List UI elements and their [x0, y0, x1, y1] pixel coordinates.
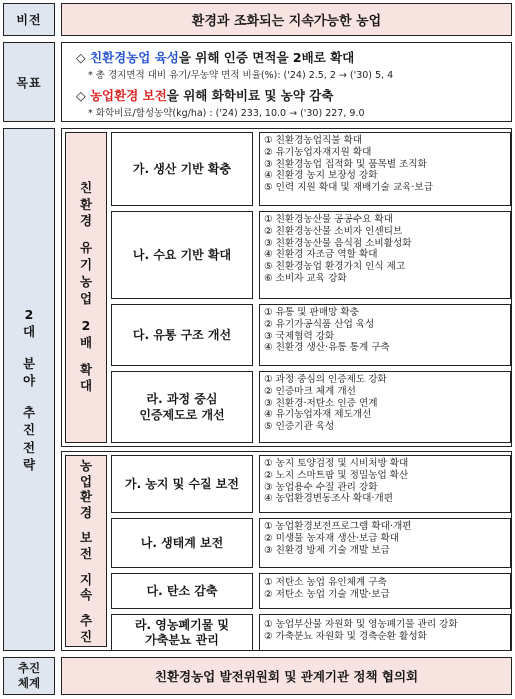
goal-1-text: 을 위해 인증 면적을 2배로 확대	[178, 50, 355, 65]
sub-production-base: 가. 생산 기반 확충	[111, 132, 253, 206]
list-item: ④ 친환경 농지 보장성 강화	[264, 170, 378, 182]
list-item: ④ 유기농업자재 제도개선	[264, 409, 372, 421]
list-item: ① 과정 중심의 인증제도 강화	[264, 374, 387, 385]
list-item: ② 저탄소 농업 기술 개발·보급	[264, 588, 390, 600]
goal-1	[76, 48, 354, 66]
goal-2-text: 을 위해 화학비료 및 농약 감축	[166, 88, 334, 103]
goal-1-note: * 총 경지면적 대비 유기/무농약 면적 비율(%): ('24) 2.5, 2 → ('30) 5, 4	[88, 70, 394, 81]
sub-demand-base: 나. 수요 기반 확대	[111, 211, 253, 299]
strategy-label: 2 대 분 야 추 진 전 략	[3, 128, 55, 651]
sub-farmland-water: 가. 농지 및 수질 보전	[111, 455, 253, 513]
goals-label: 목표	[3, 42, 55, 122]
list-item: ③ 친환경농산물 음식점 소비활성화	[264, 237, 412, 249]
goal-1-highlight: 친환경농업 육성	[89, 50, 179, 65]
items-production-base	[259, 132, 511, 206]
items-ecosystem	[259, 518, 511, 568]
system-text-box	[61, 657, 512, 695]
vision-label: 비전	[3, 3, 55, 36]
list-item: ⑤ 친환경농업 환경가치 인식 제고	[264, 261, 406, 273]
list-item: ① 농지 토양검정 및 시비처방 확대	[264, 458, 409, 469]
sub-carbon: 다. 탄소 감축	[111, 573, 253, 609]
vision-text-box	[61, 3, 512, 36]
items-carbon	[259, 573, 511, 609]
list-item: ② 가축분뇨 자원화 및 경축순환 활성화	[264, 630, 427, 642]
list-item: ② 미생물 농자재 생산·보급 확대	[264, 532, 400, 544]
items-certification	[259, 371, 511, 443]
list-item: ④ 농업환경변동조사 확대·개편	[264, 493, 393, 505]
list-item: ④ 친환경 생산·유통 통계 구축	[264, 342, 390, 354]
list-item: ⑤ 인력 지원 확대 및 재배기술 교육·보급	[264, 182, 433, 194]
list-item: ① 농업부산물 자원화 및 영농폐기물 관리 강화	[264, 619, 458, 630]
items-demand-base	[259, 211, 511, 299]
list-item: ① 친환경농산물 공공수요 확대	[264, 214, 393, 225]
list-item: ② 인증마크 체계 개선	[264, 385, 356, 397]
goal-2	[76, 86, 333, 104]
list-item: ② 유기가공식품 산업 육성	[264, 318, 375, 330]
system-text: 친환경농업 발전위원회 및 관계기관 정책 협의회	[154, 669, 419, 684]
list-item: ④ 친환경 자조금 역할 확대	[264, 249, 378, 261]
sub-waste-manure: 라. 영농폐기물 및 가축분뇨 관리	[111, 614, 253, 651]
sub-ecosystem: 나. 생태계 보전	[111, 518, 253, 568]
list-item: ① 저탄소 농업 유인체계 구축	[264, 577, 387, 588]
diamond-bullet-icon: ◇	[76, 50, 86, 65]
list-item: ③ 친환경 방제 기술 개발 보급	[264, 544, 390, 556]
items-farmland-water	[259, 455, 511, 513]
list-item: ③ 친환경농업 집적화 및 품목별 조직화	[264, 158, 427, 170]
list-item: ① 친환경농업직불 확대	[264, 135, 363, 146]
sub-distribution: 다. 유통 구조 개선	[111, 304, 253, 366]
vision-text: 환경과 조화되는 지속가능한 농업	[191, 14, 382, 29]
diamond-bullet-icon: ◇	[76, 88, 86, 103]
goal-2-note: * 화학비료/합성농약(kg/ha) : ('24) 233, 10.0 → ('30) 227, 9.0	[88, 108, 365, 119]
list-item: ② 유기농업자재지원 확대	[264, 146, 372, 158]
list-item: ③ 농업용수 수질 관리 강화	[264, 481, 378, 493]
list-item: ③ 국제협력 강화	[264, 330, 335, 342]
items-distribution	[259, 304, 511, 366]
list-item: ③ 친환경·저탄소 인증 연계	[264, 397, 378, 409]
system-label: 추진 체계	[3, 657, 55, 695]
area2-label: 농 업 환 경 보 전 지 속 추 진	[65, 455, 107, 647]
list-item: ① 농업환경보전프로그램 확대·개편	[264, 521, 412, 532]
list-item: ⑤ 인증기관 육성	[264, 421, 335, 433]
list-item: ② 친환경농산물 소비자 인센티브	[264, 225, 403, 237]
list-item: ⑥ 소비자 교육 강화	[264, 272, 347, 284]
goal-2-highlight: 농업환경 보전	[89, 88, 167, 103]
area1-label: 친 환 경 유 기 농 업 2 배 확 대	[65, 132, 107, 443]
sub-certification: 라. 과정 중심 인증제도로 개선	[111, 371, 253, 443]
items-waste-manure	[259, 614, 511, 651]
list-item: ② 노지 스마트팜 및 정밀농업 확산	[264, 469, 409, 481]
list-item: ① 유통 및 판매망 확충	[264, 307, 359, 318]
